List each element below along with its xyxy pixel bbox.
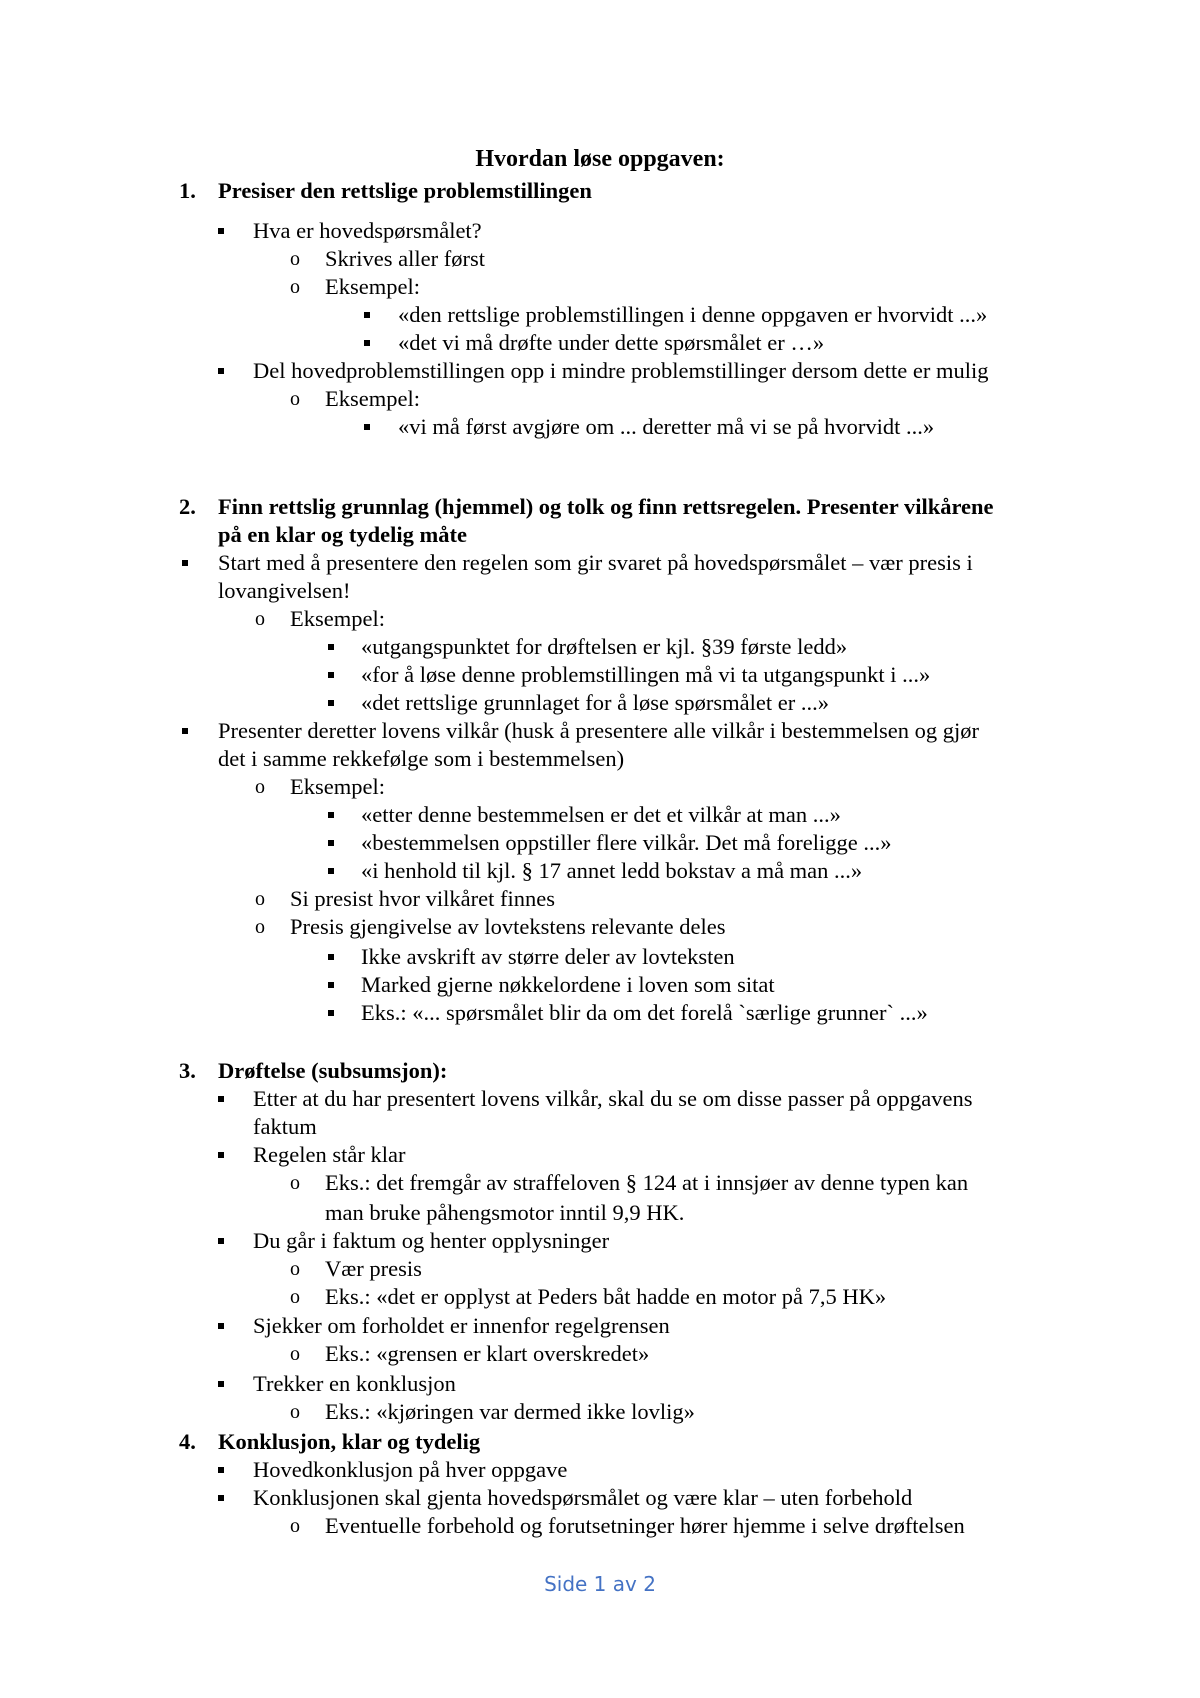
list-item: Start med å presentere den regelen som gir svaret på hovedspørsmålet – vær presis i [218,550,973,575]
bullet-circle-icon: o [290,1258,300,1280]
page-title: Hvordan løse oppgaven: [475,146,725,172]
list-item: lovangivelsen! [218,578,351,603]
bullet-square-icon [218,1370,238,1398]
bullet-square-icon [218,357,238,385]
section-heading: Konklusjon, klar og tydelig [218,1429,481,1454]
list-item: «det rettslige grunnlaget for å løse spørsmålet er ...» [361,690,829,715]
bullet-circle-icon: o [290,248,300,270]
list-item: Konklusjonen skal gjenta hovedspørsmålet og være klar – uten forbehold [253,1485,913,1510]
list-item: Eks.: «kjøringen var dermed ikke lovlig» [325,1399,695,1424]
bullet-square-icon [364,413,384,441]
bullet-square-icon [218,1141,238,1169]
bullet-circle-icon: o [255,776,265,798]
list-item: det i samme rekkefølge som i bestemmelsen) [218,746,625,771]
list-item: Si presist hvor vilkåret finnes [290,886,555,911]
list-item: Hva er hovedspørsmålet? [253,218,482,243]
list-item: «utgangspunktet for drøftelsen er kjl. §39 første ledd» [361,634,848,659]
bullet-square-icon [218,1227,238,1255]
list-item: Eksempel: [325,274,420,299]
bullet-circle-icon: o [290,1515,300,1537]
bullet-square-icon [328,801,348,829]
section-number: 1. [179,178,196,203]
bullet-square-icon [218,217,238,245]
bullet-square-icon [364,301,384,329]
bullet-circle-icon: o [255,916,265,938]
list-item: Eksempel: [290,606,385,631]
bullet-square-icon [218,1085,238,1113]
list-item: Del hovedproblemstillingen opp i mindre problemstillinger dersom dette er mulig [253,358,989,383]
bullet-square-icon [328,999,348,1027]
list-item: faktum [253,1114,317,1139]
list-item: Du går i faktum og henter opplysninger [253,1228,610,1253]
list-item: Regelen står klar [253,1142,406,1167]
section-heading: Drøftelse (subsumsjon): [218,1058,448,1083]
bullet-square-icon [218,1484,238,1512]
list-item: man bruke påhengsmotor inntil 9,9 HK. [325,1200,685,1225]
list-item: Etter at du har presentert lovens vilkår, skal du se om disse passer på oppgavens [253,1086,973,1111]
list-item: Vær presis [325,1256,422,1281]
bullet-circle-icon: o [290,276,300,298]
list-item: Trekker en konklusjon [253,1371,456,1396]
list-item: Hovedkonklusjon på hver oppgave [253,1457,568,1482]
list-item: Eks.: «det er opplyst at Peders båt hadde en motor på 7,5 HK» [325,1284,887,1309]
bullet-square-icon [328,689,348,717]
bullet-square-icon [364,329,384,357]
list-item: «for å løse denne problemstillingen må vi ta utgangspunkt i ...» [361,662,931,687]
bullet-square-icon [328,857,348,885]
bullet-square-icon [218,1456,238,1484]
list-item: «den rettslige problemstillingen i denne oppgaven er hvorvidt ...» [398,302,988,327]
section-number: 3. [179,1058,196,1083]
bullet-square-icon [328,829,348,857]
bullet-square-icon [328,971,348,999]
bullet-square-icon [328,661,348,689]
bullet-square-icon [182,549,202,577]
bullet-square-icon [328,633,348,661]
list-item: Eks.: «... spørsmålet blir da om det forelå `særlige grunner` ...» [361,1000,928,1025]
list-item: Presis gjengivelse av lovtekstens relevante deles [290,914,726,939]
list-item: «vi må først avgjøre om ... deretter må vi se på hvorvidt ...» [398,414,935,439]
list-item: Skrives aller først [325,246,485,271]
list-item: Eks.: det fremgår av straffeloven § 124 at i innsjøer av denne typen kan [325,1170,969,1195]
bullet-circle-icon: o [290,1172,300,1194]
list-item: Eks.: «grensen er klart overskredet» [325,1341,650,1366]
list-item: Presenter deretter lovens vilkår (husk å presentere alle vilkår i bestemmelsen og gjør [218,718,979,743]
page-number-footer: Side 1 av 2 [544,1572,656,1596]
section-heading: Finn rettslig grunnlag (hjemmel) og tolk og finn rettsregelen. Presenter vilkårene [218,494,994,519]
bullet-circle-icon: o [290,1343,300,1365]
list-item: Sjekker om forholdet er innenfor regelgrensen [253,1313,670,1338]
list-item: Eksempel: [325,386,420,411]
bullet-circle-icon: o [255,608,265,630]
section-heading: Presiser den rettslige problemstillingen [218,178,592,203]
list-item: Eksempel: [290,774,385,799]
list-item: «etter denne bestemmelsen er det et vilkår at man ...» [361,802,841,827]
bullet-circle-icon: o [255,888,265,910]
bullet-circle-icon: o [290,1401,300,1423]
bullet-circle-icon: o [290,388,300,410]
bullet-square-icon [218,1312,238,1340]
section-number: 4. [179,1429,196,1454]
section-number: 2. [179,494,196,519]
section-heading: på en klar og tydelig måte [218,522,467,547]
bullet-circle-icon: o [290,1286,300,1308]
list-item: Eventuelle forbehold og forutsetninger hører hjemme i selve drøftelsen [325,1513,965,1538]
list-item: «i henhold til kjl. § 17 annet ledd bokstav a må man ...» [361,858,863,883]
list-item: Marked gjerne nøkkelordene i loven som sitat [361,972,775,997]
list-item: «det vi må drøfte under dette spørsmålet er …» [398,330,825,355]
bullet-square-icon [328,943,348,971]
bullet-square-icon [182,717,202,745]
list-item: Ikke avskrift av større deler av lovteksten [361,944,735,969]
list-item: «bestemmelsen oppstiller flere vilkår. Det må foreligge ...» [361,830,892,855]
